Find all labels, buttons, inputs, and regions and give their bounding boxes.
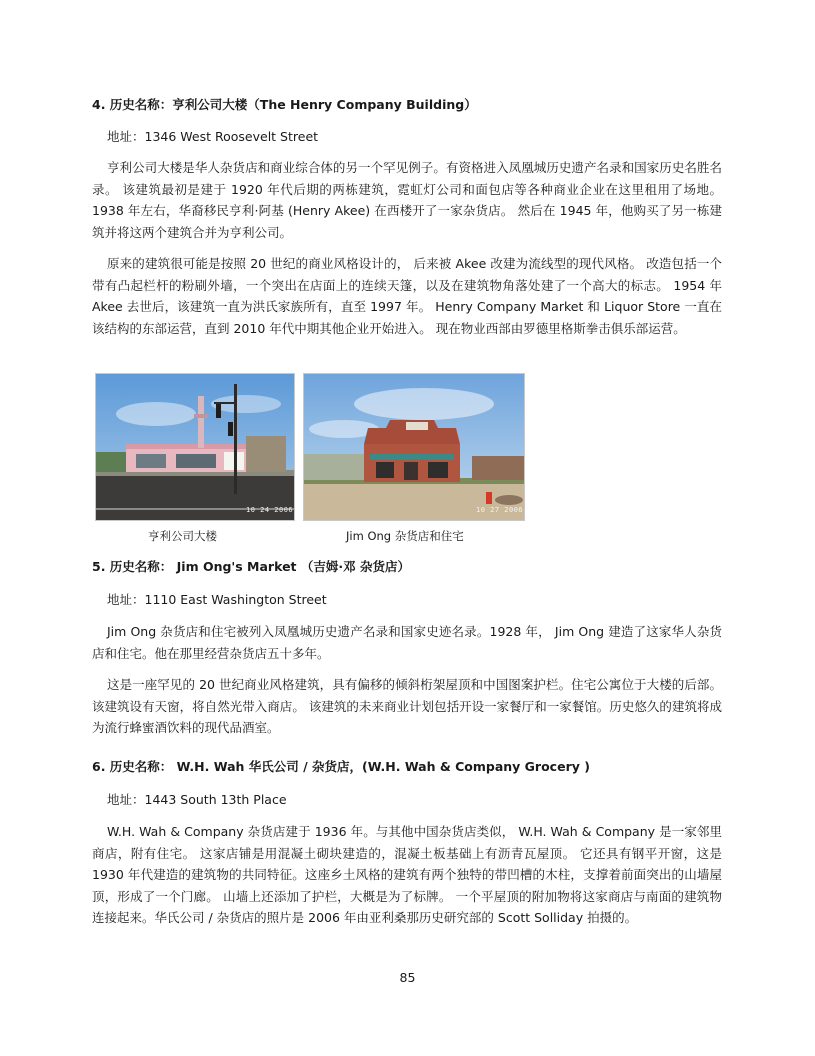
section-5-paragraph-1: Jim Ong 杂货店和住宅被列入凤凰城历史遗产名录和国家史迹名录。1928 年， Jim Ong 建造了这家华人杂货店和住宅。他在那里经营杂货店五十多年。 [92, 624, 722, 661]
jim-ong-market-photo [303, 373, 525, 521]
henry-company-building-photo [95, 373, 295, 521]
section-4-address: 地址：1346 West Roosevelt Street [107, 129, 319, 144]
section-5-heading: 5. 历史名称： Jim Ong's Market （吉姆·邓 杂货店） [92, 559, 410, 574]
photo-date-stamp: 10 27 2006 [476, 506, 524, 514]
photo-caption: Jim Ong 杂货店和住宅 [346, 529, 464, 543]
section-6-heading: 6. 历史名称： W.H. Wah 华氏公司 / 杂货店，(W.H. Wah & Company Grocery ) [92, 759, 590, 774]
photo-caption: 亨利公司大楼 [148, 529, 217, 543]
section-4-paragraph-1: 亨利公司大楼是华人杂货店和商业综合体的另一个罕见例子。有资格进入凤凰城历史遗产名录和国家历史名胜名录。 该建筑最初是建于 1920 年代后期的两栋建筑，霓虹灯公司和面包店等各种商业企业在这里租用了场地。 1938 年左右，华裔移民亨利·阿基 (Henry Akee) 在西楼开了一家杂货店。 然后在 1945 年，他购买了另一栋建筑并将这两个建筑合并为亨利公司。 [92, 160, 722, 240]
section-6-paragraph-1: W.H. Wah & Company 杂货店建于 1936 年。与其他中国杂货店类似， W.H. Wah & Company 是一家邻里商店，附有住宅。 这家店铺是用混凝土砌块建造的，混凝土板基础上有沥青瓦屋顶。 它还具有钢平开窗，这是 1930 年代建造的建筑物的共同特征。这座乡土风格的建筑有两个独特的带凹槽的木柱，支撑着前面突出的山墙屋顶，形成了一个门廊。 山墙上还添加了护栏，大概是为了标牌。 一个平屋顶的附加物将这家商店与南面的建筑物连接起来。华氏公司 / 杂货店的照片是 2006 年由亚利桑那历史研究部的 Scott Solliday 拍摄的。 [92, 824, 722, 925]
page-number: 85 [399, 970, 416, 985]
section-6-address: 地址：1443 South 13th Place [107, 792, 287, 807]
section-4-heading: 4. 历史名称：亨利公司大楼（The Henry Company Building） [92, 97, 477, 112]
section-5-paragraph-2: 这是一座罕见的 20 世纪商业风格建筑，具有偏移的倾斜桁架屋顶和中国图案护栏。住宅公寓位于大楼的后部。 该建筑设有天窗，将自然光带入商店。 该建筑的未来商业计划包括开设一家餐厅和一家餐馆。历史悠久的建筑将成为流行蜂蜜酒饮料的现代品酒室。 [92, 677, 722, 735]
photo-date-stamp: 10 24 2006 [246, 506, 294, 514]
section-4-paragraph-2: 原来的建筑很可能是按照 20 世纪的商业风格设计的， 后来被 Akee 改建为流线型的现代风格。 改造包括一个带有凸起栏杆的粉刷外墙，一个突出在店面上的连续天篷，以及在建筑物角落处建了一个高大的标志。 1954 年 Akee 去世后，该建筑一直为洪氏家族所有，直至 1997 年。 Henry Company Market 和 Liquor Store 一直在该结构的东部运营，直到 2010 年代中期其他企业开始进入。 现在物业西部由罗德里格斯拳击俱乐部运营。 [92, 256, 722, 336]
section-5-address: 地址：1110 East Washington Street [107, 592, 327, 607]
